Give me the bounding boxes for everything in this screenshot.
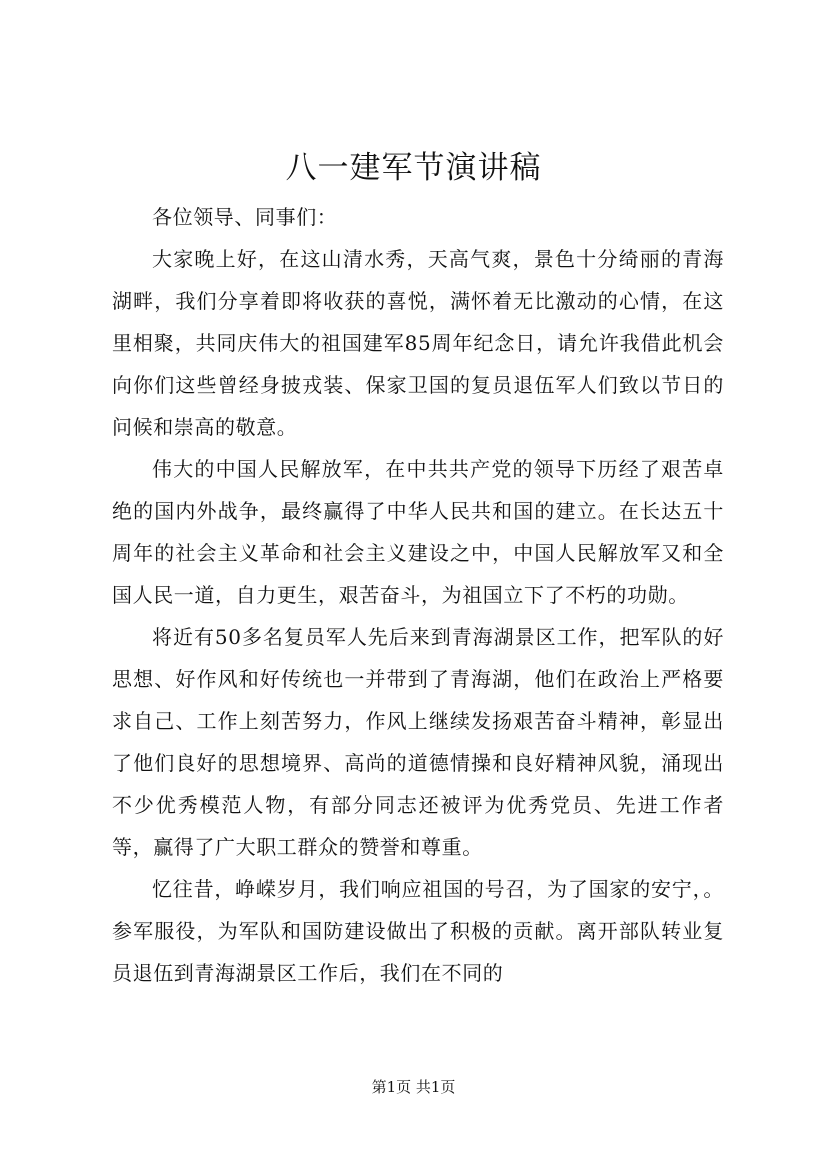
paragraph-2: 伟大的中国人民解放军，在中共共产党的领导下历经了艰苦卓绝的国内外战争，最终赢得了中华人民共和国的建立。在长达五十周年的社会主义革命和社会主义建设之中，中国人民解放军又和全国人民一道，自力更生，艰苦奋斗，为祖国立下了不朽的功勋。	[112, 457, 724, 607]
document-body	[112, 196, 724, 994]
salutation: 各位领导、同事们：	[152, 205, 338, 229]
document-title: 八一建军节演讲稿	[285, 150, 542, 186]
page-footer	[0, 1077, 827, 1097]
paragraph-3: 将近有50多名复员军人先后来到青海湖景区工作，把军队的好思想、好作风和好传统也一并带到了青海湖，他们在政治上严格要求自己、工作上刻苦努力，作风上继续发扬艰苦奋斗精神，彰显出了他们良好的思想境界、高尚的道德情操和良好精神风貌，涌现出不少优秀模范人物，有部分同志还被评为优秀党员、先进工作者等，赢得了广大职工群众的赞誉和尊重。	[112, 625, 724, 859]
paragraph-1: 大家晚上好，在这山清水秀，天高气爽，景色十分绮丽的青海湖畔，我们分享着即将收获的喜悦，满怀着无比激动的心情，在这里相聚，共同庆伟大的祖国建军85周年纪念日，请允许我借此机会向你们这些曾经身披戎装、保家卫国的复员退伍军人们致以节日的问候和崇高的敬意。	[112, 247, 724, 439]
paragraph-4: 忆往昔，峥嵘岁月，我们响应祖国的号召，为了国家的安宁，。参军服役，为军队和国防建设做出了积极的贡献。离开部队转业复员退伍到青海湖景区工作后，我们在不同的	[112, 877, 724, 985]
page-number: 第1页 共1页	[371, 1078, 456, 1096]
